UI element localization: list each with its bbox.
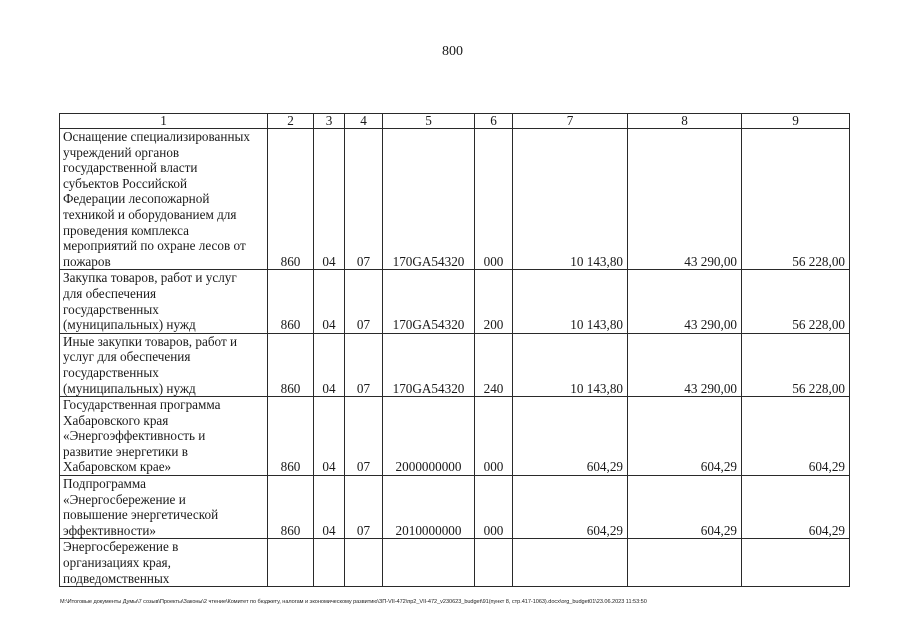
expense-type-cell <box>475 539 513 587</box>
row-name-line: (муниципальных) нужд <box>63 317 196 333</box>
row-name-cell <box>60 333 268 396</box>
target-article-cell: 2010000000 <box>383 476 475 539</box>
section-code-cell <box>314 539 345 587</box>
row-name-line: субъектов Российской <box>63 175 188 191</box>
row-name-line: Энергосбережение в <box>63 539 179 555</box>
page-number: 800 <box>442 44 463 59</box>
column-header: 3 <box>314 114 345 129</box>
row-name-line: Хабаровском крае» <box>63 459 172 475</box>
admin-code-cell: 860 <box>268 333 314 396</box>
row-name-line: Закупка товаров, работ и услуг <box>63 270 237 286</box>
row-name-line: для обеспечения <box>63 285 157 301</box>
amount-cell: 604,29 <box>513 397 628 476</box>
row-name-line: Государственная программа <box>63 397 221 413</box>
expense-type-cell: 000 <box>475 129 513 270</box>
row-name-line: Оснащение специализированных <box>63 129 250 144</box>
subsection-code-cell: 07 <box>345 270 383 333</box>
column-header: 1 <box>60 114 268 129</box>
amount-cell: 604,29 <box>628 476 742 539</box>
section-code-cell: 04 <box>314 270 345 333</box>
amount-cell: 10 143,80 <box>513 333 628 396</box>
amount-cell <box>513 539 628 587</box>
row-name-line: подведомственных <box>63 570 170 586</box>
amount-cell: 604,29 <box>742 397 850 476</box>
row-name-line: Федерации лесопожарной <box>63 191 210 207</box>
subsection-code-cell: 07 <box>345 333 383 396</box>
amount-cell: 43 290,00 <box>628 129 742 270</box>
table-row <box>60 270 850 333</box>
column-header: 8 <box>628 114 742 129</box>
document-file-path: M:\Итоговые документы Думы\7 созыв\Проекты\Законы\2 чтение\Комитет по бюджету, налогам и экономическому развитию\ЗП-VII-472\пр2_VII-472_v230623_budget\91(пункт 8, стр.417-1063).docx\org_budget01\23.06.2023 11:53:50 <box>60 599 647 605</box>
table-row <box>60 333 850 396</box>
row-name-line: организациях края, <box>63 555 171 571</box>
row-name-line: мероприятий по охране лесов от <box>63 238 246 254</box>
row-name-cell <box>60 270 268 333</box>
row-name-line: государственных <box>63 301 159 317</box>
row-name-line: услуг для обеспечения <box>63 349 191 365</box>
target-article-cell: 170GA54320 <box>383 333 475 396</box>
amount-cell <box>628 539 742 587</box>
admin-code-cell: 860 <box>268 476 314 539</box>
column-header: 4 <box>345 114 383 129</box>
amount-cell: 604,29 <box>742 476 850 539</box>
row-name-cell <box>60 539 268 587</box>
table-row <box>60 129 850 270</box>
row-name-line: «Энергоэффективность и <box>63 428 206 444</box>
table-row <box>60 476 850 539</box>
target-article-cell: 170GA54320 <box>383 129 475 270</box>
column-header: 2 <box>268 114 314 129</box>
section-code-cell: 04 <box>314 333 345 396</box>
column-header: 6 <box>475 114 513 129</box>
target-article-cell: 2000000000 <box>383 397 475 476</box>
budget-table <box>59 113 850 587</box>
column-header: 7 <box>513 114 628 129</box>
table-row <box>60 539 850 587</box>
column-header: 9 <box>742 114 850 129</box>
amount-cell: 56 228,00 <box>742 129 850 270</box>
target-article-cell: 170GA54320 <box>383 270 475 333</box>
expense-type-cell: 000 <box>475 476 513 539</box>
admin-code-cell: 860 <box>268 397 314 476</box>
amount-cell: 10 143,80 <box>513 129 628 270</box>
admin-code-cell: 860 <box>268 270 314 333</box>
amount-cell <box>742 539 850 587</box>
row-name-line: эффективности» <box>63 522 156 538</box>
row-name-line: техникой и оборудованием для <box>63 206 237 222</box>
amount-cell: 43 290,00 <box>628 333 742 396</box>
expense-type-cell: 000 <box>475 397 513 476</box>
amount-cell: 10 143,80 <box>513 270 628 333</box>
expense-type-cell: 240 <box>475 333 513 396</box>
subsection-code-cell: 07 <box>345 129 383 270</box>
row-name-line: развитие энергетики в <box>63 443 188 459</box>
amount-cell: 56 228,00 <box>742 333 850 396</box>
section-code-cell: 04 <box>314 129 345 270</box>
subsection-code-cell <box>345 539 383 587</box>
row-name-line: государственной власти <box>63 160 198 176</box>
row-name-line: Подпрограмма <box>63 476 147 492</box>
target-article-cell <box>383 539 475 587</box>
section-code-cell: 04 <box>314 397 345 476</box>
amount-cell: 43 290,00 <box>628 270 742 333</box>
amount-cell: 604,29 <box>628 397 742 476</box>
admin-code-cell: 860 <box>268 129 314 270</box>
admin-code-cell <box>268 539 314 587</box>
row-name-cell <box>60 397 268 476</box>
subsection-code-cell: 07 <box>345 476 383 539</box>
column-header: 5 <box>383 114 475 129</box>
row-name-cell <box>60 129 268 270</box>
row-name-line: «Энергосбережение и <box>63 491 186 507</box>
row-name-cell <box>60 476 268 539</box>
row-name-line: проведения комплекса <box>63 222 189 238</box>
row-name-line: учреждений органов <box>63 144 180 160</box>
table-row <box>60 397 850 476</box>
amount-cell: 604,29 <box>513 476 628 539</box>
row-name-line: Хабаровского края <box>63 412 169 428</box>
subsection-code-cell: 07 <box>345 397 383 476</box>
row-name-line: государственных <box>63 364 159 380</box>
row-name-line: повышение энергетической <box>63 507 219 523</box>
row-name-line: (муниципальных) нужд <box>63 380 196 396</box>
header-row <box>60 114 850 129</box>
expense-type-cell: 200 <box>475 270 513 333</box>
section-code-cell: 04 <box>314 476 345 539</box>
amount-cell: 56 228,00 <box>742 270 850 333</box>
row-name-line: Иные закупки товаров, работ и <box>63 333 238 349</box>
row-name-line: пожаров <box>63 253 111 269</box>
